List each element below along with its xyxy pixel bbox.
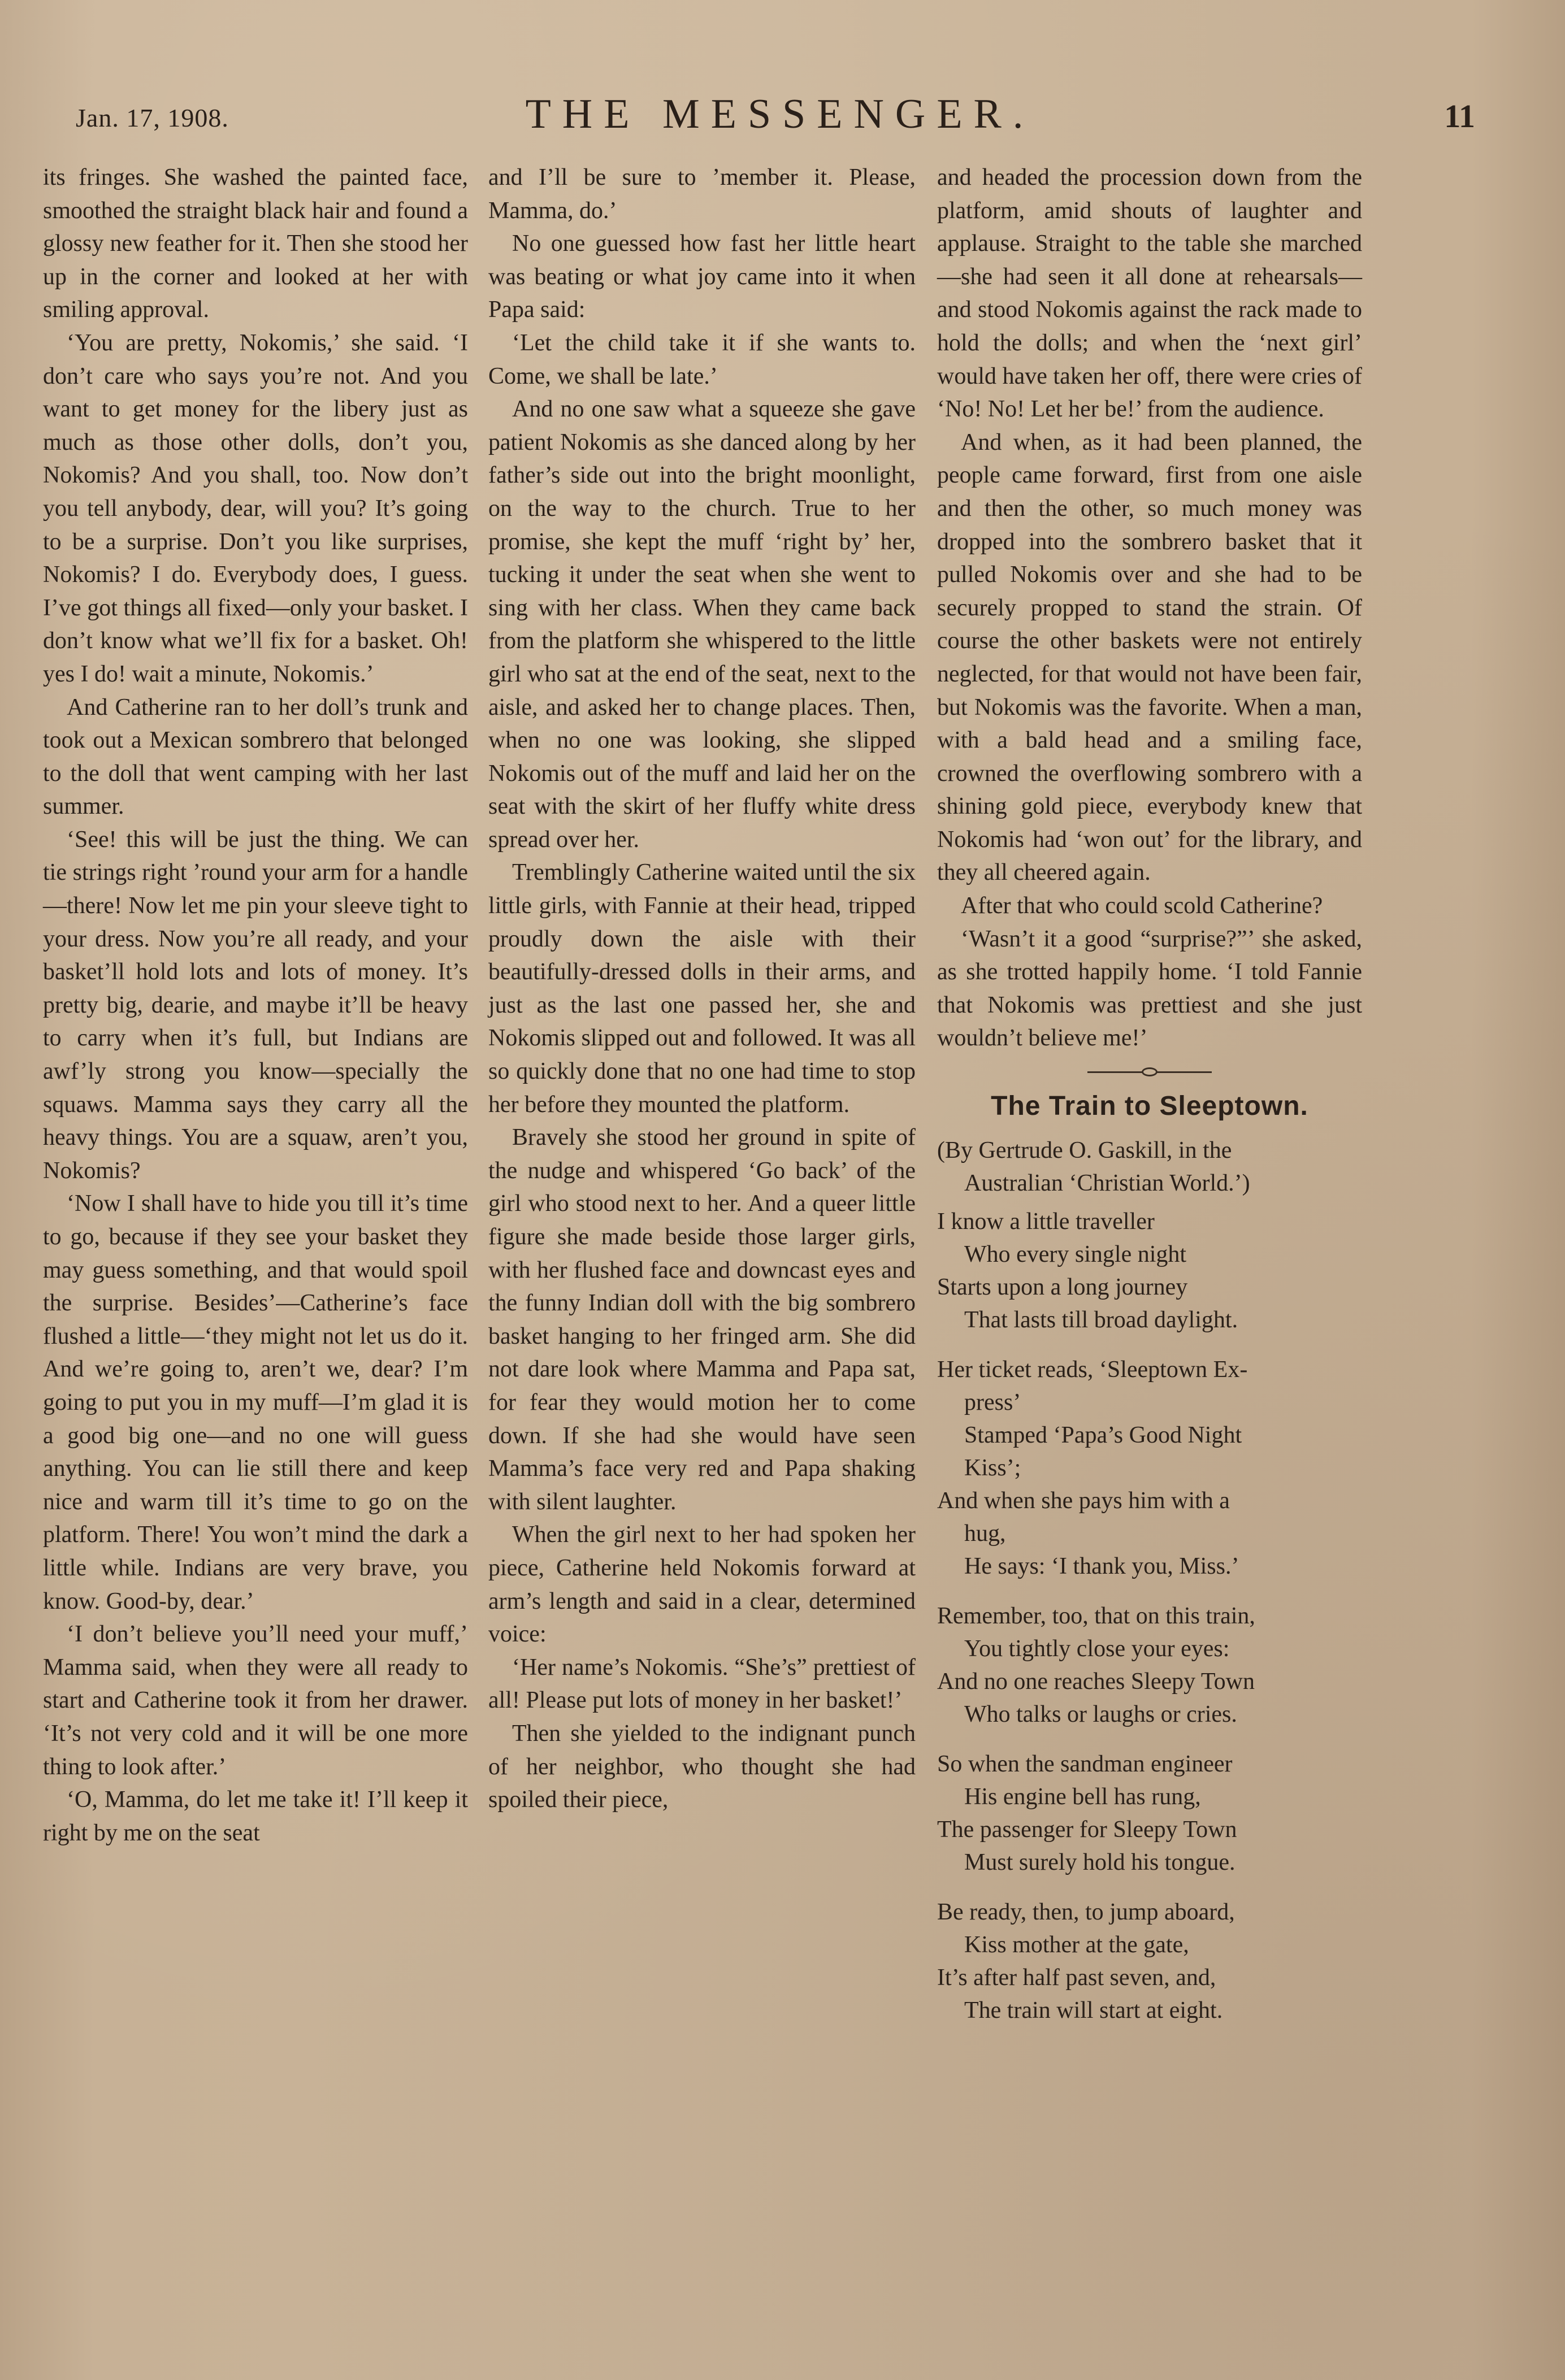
paragraph: ‘O, Mamma, do let me take it! I’ll keep it right by me on the seat: [43, 1787, 468, 1846]
poem-line: The train will start at eight.: [964, 1997, 1223, 2024]
poem-line: Be ready, then, to jump aboard,: [937, 1899, 1235, 1926]
column-2: [488, 161, 916, 1817]
paragraph: Bravely she stood her ground in spite of the nudge and whispered ‘Go back’ of the girl who stood next to her. And a queer little figure she made beside those larger girls, with her flushed face and downcast eyes and the funny Indian doll with the big sombrero basket hanging to her fringed arm. She did not dare look where Mamma and Papa sat, for fear they would motion her to come down. If she had she would have seen Mamma’s face very red and Papa shaking with silent laughter.: [488, 1124, 916, 1515]
paragraph: and headed the procession down from the platform, amid shouts of laughter and applause. Straight to the table she marched—she had seen it all done at rehearsals—and stood Nokomis against the rack made to hold the dolls; and when the ‘next girl’ would have taken her off, there were cries of ‘No! No! Let her be!’ from the audience.: [937, 164, 1362, 423]
poem-line: And when she pays him with a: [937, 1488, 1230, 1514]
poem-line: I know a little traveller: [937, 1209, 1155, 1235]
poem-line: hug,: [964, 1521, 1006, 1547]
paragraph: And no one saw what a squeeze she gave patient Nokomis as she danced along by her father’s side out into the bright moonlight, on the way to the church. True to her promise, she kept the muff ‘right by’ her, tucking it under the seat when she went to sing with her class. When they came back from the platform she whispered to the little girl who sat at the end of the seat, next to the aisle, and asked her to change places. Then, when no one was looking, she slipped Nokomis out of the muff and laid her on the seat with the skirt of her fluffy white dress spread over her.: [488, 396, 916, 853]
poem-line: He says: ‘I thank you, Miss.’: [964, 1553, 1239, 1580]
poem-stanza: [937, 1205, 1362, 1336]
paragraph: No one guessed how fast her little heart was beating or what joy came into it when Papa said:: [488, 231, 916, 323]
poem-line: Her ticket reads, ‘Sleeptown Ex-: [937, 1357, 1248, 1383]
poem-byline: [937, 1134, 1362, 1200]
poem-line: Who talks or laughs or cries.: [964, 1701, 1237, 1728]
poem-line: His engine bell has rung,: [964, 1784, 1201, 1810]
byline-line: (By Gertrude O. Gaskill, in the: [937, 1137, 1232, 1164]
poem-stanza: [937, 1600, 1362, 1731]
paragraph: ‘You are pretty, Nokomis,’ she said. ‘I don’t care who says you’re not. And you want to get money for the libery just as much as those other dolls, don’t you, Nokomis? And you shall, too. Now don’t you tell anybody, dear, will you? It’s going to be a surprise. Don’t you like surprises, Nokomis? I do. Everybody does, I guess. I’ve got things all fixed—only your basket. I don’t know what we’ll fix for a basket. Oh! yes I do! wait a minute, Nokomis.’: [43, 329, 468, 687]
divider-ornament-icon: [1142, 1067, 1158, 1076]
poem-line: Kiss’;: [964, 1455, 1021, 1482]
paragraph: When the girl next to her had spoken her piece, Catherine held Nokomis forward at arm’s length and said in a clear, determined voice:: [488, 1522, 916, 1648]
column-1: [43, 161, 468, 1849]
poem-line: Stamped ‘Papa’s Good Night: [964, 1422, 1242, 1449]
masthead-title: THE MESSENGER.: [525, 91, 1035, 137]
poem-line: So when the sandman engineer: [937, 1751, 1233, 1778]
paragraph: After that who could scold Catherine?: [961, 893, 1323, 919]
poem-line: And no one reaches Sleepy Town: [937, 1669, 1255, 1695]
paragraph: ‘Let the child take it if she wants to. Come, we shall be late.’: [488, 329, 916, 389]
issue-date: Jan. 17, 1908.: [76, 103, 229, 132]
poem-line: Starts upon a long journey: [937, 1274, 1188, 1301]
poem-stanza: [937, 1748, 1362, 1879]
poem-line: That lasts till broad daylight.: [964, 1307, 1238, 1334]
paragraph: Then she yielded to the indignant punch of her neighbor, who thought she had spoiled their piece,: [488, 1720, 916, 1813]
paragraph: Tremblingly Catherine waited until the six little girls, with Fannie at their head, tripped proudly down the aisle with their beautifully-dressed dolls in their arms, and just as the last one passed her, she and Nokomis slipped out and followed. It was all so quickly done that no one had time to stop her before they mounted the platform.: [488, 859, 916, 1118]
poem-line: press’: [964, 1389, 1021, 1416]
poem-line: Remember, too, that on this train,: [937, 1603, 1255, 1630]
page-number: 11: [1444, 98, 1475, 134]
poem-line: Must surely hold his tongue.: [964, 1849, 1235, 1876]
poem-title: The Train to Sleeptown.: [991, 1091, 1308, 1122]
poem-line: Who every single night: [964, 1241, 1187, 1268]
column-3: [937, 161, 1362, 2044]
page-header: [68, 90, 1492, 153]
section-divider: [1087, 1067, 1212, 1076]
paragraph: its fringes. She washed the painted face, smoothed the straight black hair and found a glossy new feather for it. Then she stood her up in the corner and looked at her with smiling approval.: [43, 164, 468, 323]
byline-line: Australian ‘Christian World.’): [964, 1170, 1250, 1197]
poem-stanza: [937, 1353, 1362, 1583]
paragraph: And Catherine ran to her doll’s trunk and took out a Mexican sombrero that belonged to the doll that went camping with her last summer.: [43, 694, 468, 820]
poem-line: It’s after half past seven, and,: [937, 1965, 1216, 1991]
paragraph: ‘See! this will be just the thing. We can tie strings right ’round your arm for a handle—there! Now let me pin your sleeve tight to your dress. Now you’re all ready, and your basket’ll hold lots and lots of money. It’s pretty big, dearie, and maybe it’ll be heavy to carry when it’s full, but Indians are awf’ly strong you know—specially the squaws. Mamma says they carry all the heavy things. You are a squaw, aren’t you, Nokomis?: [43, 826, 468, 1184]
poem-line: You tightly close your eyes:: [964, 1636, 1230, 1662]
paragraph: ‘I don’t believe you’ll need your muff,’ Mamma said, when they were all ready to start and Catherine took it from her drawer. ‘It’s not very cold and it will be one more thing to look after.’: [43, 1621, 468, 1780]
paragraph: and I’ll be sure to ’member it. Please, Mamma, do.’: [488, 164, 916, 224]
paragraph: And when, as it had been planned, the people came forward, first from one aisle and then the other, so much money was dropped into the sombrero basket that it pulled Nokomis over and she had to be securely propped to stand the strain. Of course the other baskets were not entirely neglected, for that would not have been fair, but Nokomis was the favorite. When a man, with a bald head and a smiling face, crowned the overflowing sombrero with a shining gold piece, everybody knew that Nokomis had ‘won out’ for the library, and they all cheered again.: [937, 429, 1362, 886]
poem-stanza: [937, 1896, 1362, 2027]
poem-line: The passenger for Sleepy Town: [937, 1817, 1237, 1843]
paragraph: ‘Her name’s Nokomis. “She’s” prettiest of all! Please put lots of money in her basket!’: [488, 1654, 916, 1714]
poem-line: Kiss mother at the gate,: [964, 1932, 1189, 1958]
paragraph: ‘Now I shall have to hide you till it’s time to go, because if they see your basket they may guess something, and that would spoil the surprise. Besides’—Catherine’s face flushed a little—‘they might not let us do it. And we’re going to, aren’t we, dear? I’m going to put you in my muff—I’m glad it is a good big one—and no one will guess anything. You can lie still there and keep nice and warm till it’s time to go on the platform. There! You won’t mind the dark a little while. Indians are very brave, you know. Good-by, dear.’: [43, 1191, 468, 1614]
paragraph: ‘Wasn’t it a good “surprise?”’ she asked, as she trotted happily home. ‘I told Fannie that Nokomis was prettiest and she just wouldn’t believe me!’: [937, 926, 1362, 1052]
